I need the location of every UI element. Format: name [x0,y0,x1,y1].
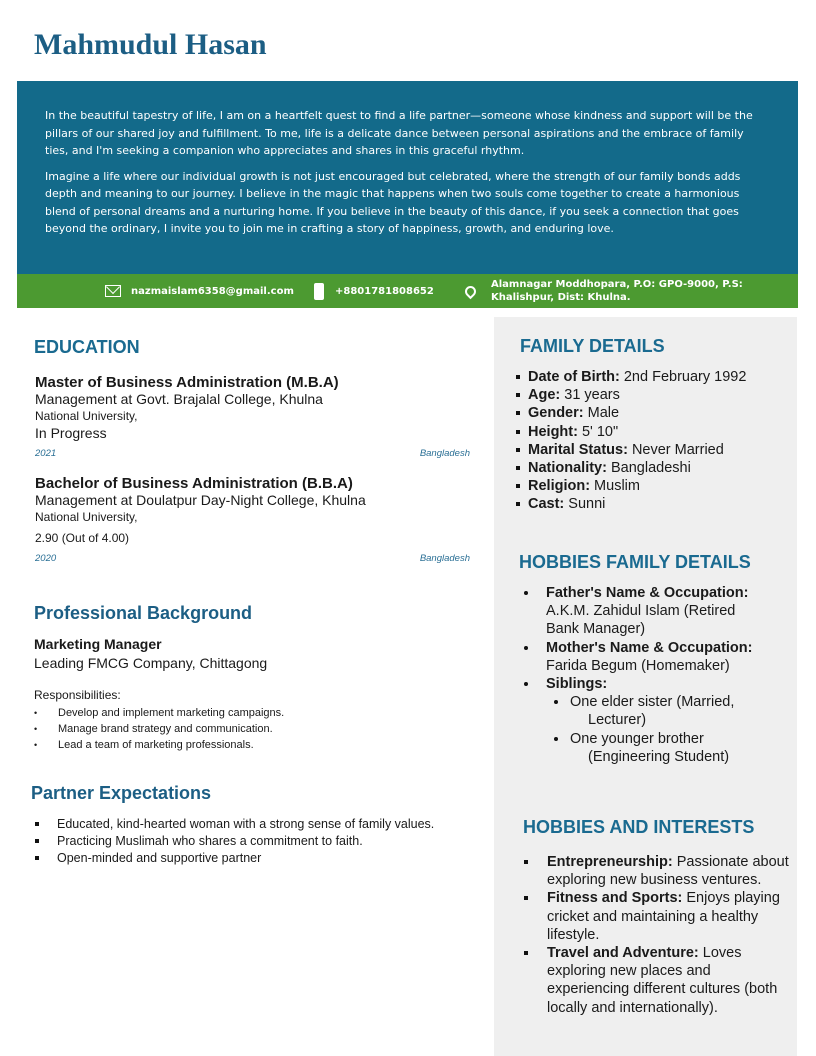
address-line-1: Alamnagar Moddhopara, P.O: GPO-9000, P.S: [491,279,743,290]
item-value: Bangladeshi [606,460,691,477]
relatives-list [520,584,770,766]
item-value: Loves exploring new places and experiencing different cultures (both locally and internationally). [547,945,778,1016]
responsibilities-label: Responsibilities: [34,688,121,702]
contact-bar [17,274,798,308]
relatives-heading: HOBBIES FAMILY DETAILS [519,552,751,572]
degree-title: Bachelor of Business Administration (B.B.A) [35,475,353,492]
list-item [522,944,790,1017]
list-item: • Manage brand strategy and communication. [34,721,284,737]
sibling-text: (Engineering Student) [588,748,730,765]
intro-paragraph-2: Imagine a life where our individual growth is not just encouraged but celebrated, where the strength of our family bonds adds depth and meaning to our journey. I believe in the magic that happens when two souls come together to create a harmonious blend of personal dreams and a nurturing home. If you believe in the beauty of this dance, if you seek a connection that goes beyond the ordinary, I invite you to join me in crafting a story of happiness, growth, and enduring love. [45,169,741,235]
mother-label: Mother's Name & Occupation: [546,639,753,656]
responsibilities-list [34,705,284,753]
result: In Progress [35,425,107,441]
list-item [516,404,746,422]
job-title: Marketing Manager [34,636,162,652]
degree-title: Master of Business Administration (M.B.A) [35,374,339,391]
mother-value: Farida Begum (Homemaker) [546,657,730,674]
education-meta [35,550,470,567]
interests-heading: HOBBIES AND INTERESTS [523,817,755,837]
institution: Management at Govt. Brajalal College, Khulna [35,391,323,407]
contact-email [105,274,294,308]
mail-icon [105,285,121,297]
education-entry [35,374,470,462]
list-item: • Lead a team of marketing professionals. [34,737,284,753]
item-label: Nationality: [528,460,607,477]
contact-address [465,274,743,308]
item-label: Age: [528,387,561,404]
person-name: Mahmudul Hasan [34,28,267,61]
item-label: Entrepreneurship: [547,854,673,870]
education-year: 2021 [35,448,57,459]
item-value: 5' 10" [577,423,619,440]
job-company: Leading FMCG Company, Chittagong [34,655,268,671]
item-label: Height: [528,423,578,440]
education-entry [35,475,470,567]
partner-heading: Partner Expectations [31,783,212,803]
list-item: Educated, kind-hearted woman with a strong sense of family values. [33,816,434,833]
education-meta [35,445,470,462]
item-value: 31 years [560,387,620,404]
sibling-item [546,693,770,729]
father-label: Father's Name & Occupation: [546,585,749,601]
interests-list [522,853,790,1017]
list-item [516,423,746,441]
item-value: 2nd February 1992 [619,369,747,385]
partner-expectations-list [33,816,434,867]
sibling-text: One elder sister (Married, [570,694,735,711]
list-item [516,477,746,495]
family-details-list [516,368,746,514]
item-value: Male [583,405,620,422]
list-item [522,889,790,944]
education-year: 2020 [35,553,57,564]
contact-phone [314,274,434,308]
address-text [491,278,743,304]
siblings-list [546,693,770,766]
list-item [522,853,790,889]
university: National University, [35,510,138,524]
item-value: Passionate about exploring new business ventures. [547,854,789,889]
siblings-label: Siblings: [546,676,608,693]
list-item [516,441,746,459]
item-label: Fitness and Sports: [547,890,683,907]
education-country: Bangladesh [419,448,470,459]
university: National University, [35,409,138,423]
item-value: Enjoys playing cricket and maintaining a healthy lifestyle. [547,890,780,943]
sibling-item [546,730,770,766]
location-pin-icon [463,283,479,299]
list-item [516,459,746,477]
list-item [516,368,746,386]
professional-heading: Professional Background [34,603,253,623]
list-item: Open-minded and supportive partner [33,850,434,867]
item-value: Sunni [564,496,606,513]
list-item [520,639,770,675]
list-item [516,386,746,404]
phone-text: +8801781808652 [335,285,434,297]
item-label: Religion: [528,478,591,495]
list-item: Practicing Muslimah who shares a commitment to faith. [33,833,434,850]
item-label: Cast: [528,496,565,513]
result: 2.90 (Out of 4.00) [35,531,130,545]
sibling-text: One younger brother [570,730,704,747]
sibling-text: Lecturer) [588,712,647,729]
father-value: A.K.M. Zahidul Islam (Retired Bank Manager) [546,603,736,638]
list-item [520,675,770,766]
family-details-heading: FAMILY DETAILS [520,336,665,356]
list-item [520,584,770,639]
education-country: Bangladesh [419,553,470,564]
email-text: nazmaislam6358@gmail.com [131,285,294,297]
institution: Management at Doulatpur Day-Night College, Khulna [35,492,366,508]
intro-paragraph-1: In the beautiful tapestry of life, I am on a heartfelt quest to find a life partner—someone whose kindness and support will be the pillars of our shared joy and fulfillment. To me, life is a delicate dance between personal aspirations and the embrace of family ties, and I'm seeking a companion who appreciates and shares in this graceful rhythm. [45,109,753,157]
list-item [516,495,746,513]
item-label: Marital Status: [528,441,628,458]
list-item: • Develop and implement marketing campaigns. [34,705,284,721]
item-label: Date of Birth: [528,369,620,385]
address-line-2: Khalishpur, Dist: Khulna. [491,292,631,303]
phone-icon [314,283,324,300]
education-heading: EDUCATION [34,337,140,357]
item-value: Muslim [590,478,640,495]
item-value: Never Married [627,441,724,458]
item-label: Gender: [528,405,584,422]
item-label: Travel and Adventure: [547,945,699,962]
intro-section [17,81,798,274]
